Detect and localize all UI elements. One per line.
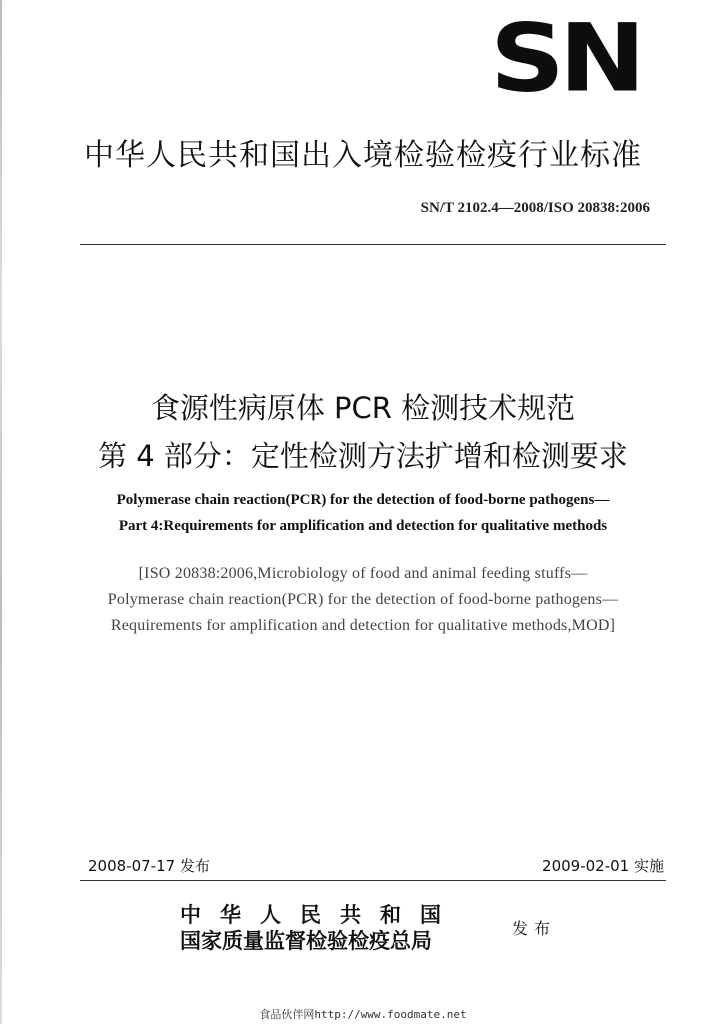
org-title: 中华人民共和国出入境检验检疫行业标准 xyxy=(84,138,642,173)
chinese-title-line-2: 第 4 部分：定性检测方法扩增和检测要求 xyxy=(98,439,628,473)
iso-reference-line-2: Polymerase chain reaction(PCR) for the detection of food-borne pathogens— xyxy=(107,591,619,608)
publisher-block xyxy=(180,902,460,954)
iso-reference-line-3: Requirements for amplification and detection for qualitative methods,MOD] xyxy=(110,617,616,634)
chinese-title-line-1: 食源性病原体 PCR 检测技术规范 xyxy=(150,391,576,425)
issue-date: 2008-07-17 发布 xyxy=(88,857,210,875)
sn-logo: SN xyxy=(490,3,640,113)
footer-divider xyxy=(80,880,666,881)
iso-reference-line-1: [ISO 20838:2006,Microbiology of food and animal feeding stuffs— xyxy=(138,565,588,582)
implementation-date: 2009-02-01 实施 xyxy=(542,857,664,875)
english-title-line-1: Polymerase chain reaction(PCR) for the detection of food-borne pathogens— xyxy=(116,492,610,508)
publisher-line-1: 中华人民共和国 xyxy=(180,902,460,927)
english-title-line-2: Part 4:Requirements for amplification and detection for qualitative methods xyxy=(118,518,608,534)
header-divider xyxy=(80,244,666,245)
footer-watermark: 食品伙伴网http://www.foodmate.net xyxy=(259,1008,467,1021)
publisher-line-2: 国家质量监督检验检疫总局 xyxy=(180,928,432,953)
standard-number: SN/T 2102.4—2008/ISO 20838:2006 xyxy=(420,200,650,216)
publish-label: 发布 xyxy=(512,919,557,938)
